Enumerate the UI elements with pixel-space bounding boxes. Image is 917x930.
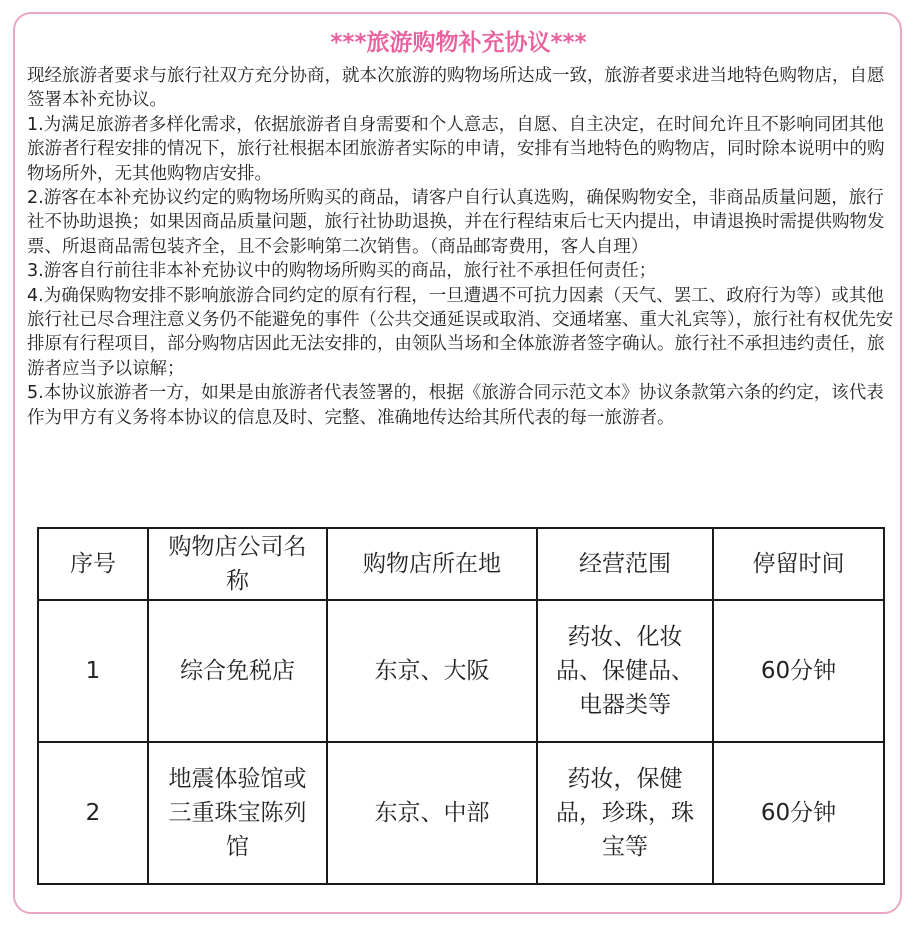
header-shop-name: 购物店公司名称 bbox=[148, 528, 327, 600]
cell-location: 东京、中部 bbox=[327, 742, 537, 884]
clause-3: 3.游客自行前往非本补充协议中的购物场所购买的商品，旅行社不承担任何责任； bbox=[27, 261, 657, 282]
cell-stay-time: 60分钟 bbox=[713, 742, 884, 884]
header-business-scope: 经营范围 bbox=[537, 528, 713, 600]
clause-4: 4.为确保购物安排不影响旅游合同约定的原有行程，一旦遭遇不可抗力因素（天气、罢工、政府行为等）或其他旅行社已尽合理注意义务仍不能避免的事件（公共交通延误或取消、交通堵塞、重大礼宾等），旅行社有权优先安排原有行程项目，部分购物店因此无法安排的，由领队当场和全体旅游者签字确认。旅行社不承担违约责任，旅游者应当予以谅解； bbox=[27, 285, 894, 379]
shopping-table bbox=[37, 527, 885, 885]
cell-shop-name: 地震体验馆或三重珠宝陈列馆 bbox=[148, 742, 327, 884]
cell-location: 东京、大阪 bbox=[327, 600, 537, 742]
agreement-body bbox=[27, 64, 897, 430]
document-title: ***旅游购物补充协议*** bbox=[330, 30, 587, 56]
table-header-row bbox=[38, 528, 884, 600]
table-row bbox=[38, 742, 884, 884]
clause-2: 2.游客在本补充协议约定的购物场所购买的商品，请客户自行认真选购，确保购物安全，非商品质量问题，旅行社不协助退换；如果因商品质量问题，旅行社协助退换，并在行程结束后七天内提出，申请退换时需提供购物发票、所退商品需包装齐全，且不会影响第二次销售。（商品邮寄费用，客人自理） bbox=[27, 188, 885, 257]
header-stay-time: 停留时间 bbox=[713, 528, 884, 600]
clause-5: 5.本协议旅游者一方，如果是由旅游者代表签署的，根据《旅游合同示范文本》协议条款第六条的约定，该代表作为甲方有义务将本协议的信息及时、完整、准确地传达给其所代表的每一旅游者。 bbox=[27, 383, 884, 428]
cell-business-scope: 药妆、化妆品、保健品、电器类等 bbox=[537, 600, 713, 742]
intro-paragraph: 现经旅游者要求与旅行社双方充分协商，就本次旅游的购物场所达成一致，旅游者要求进当地特色购物店，自愿签署本补充协议。 bbox=[27, 66, 885, 111]
cell-stay-time: 60分钟 bbox=[713, 600, 884, 742]
cell-shop-name: 综合免税店 bbox=[148, 600, 327, 742]
header-index: 序号 bbox=[38, 528, 148, 600]
clause-1: 1.为满足旅游者多样化需求，依据旅游者自身需要和个人意志，自愿、自主决定，在时间允许且不影响同团其他旅游者行程安排的情况下，旅行社根据本团旅游者实际的申请，安排有当地特色的购物店，同时除本说明中的购物场所外，无其他购物店安排。 bbox=[27, 114, 885, 184]
table-row bbox=[38, 600, 884, 742]
cell-index: 1 bbox=[38, 600, 148, 742]
cell-business-scope: 药妆，保健品，珍珠，珠宝等 bbox=[537, 742, 713, 884]
header-location: 购物店所在地 bbox=[327, 528, 537, 600]
cell-index: 2 bbox=[38, 742, 148, 884]
